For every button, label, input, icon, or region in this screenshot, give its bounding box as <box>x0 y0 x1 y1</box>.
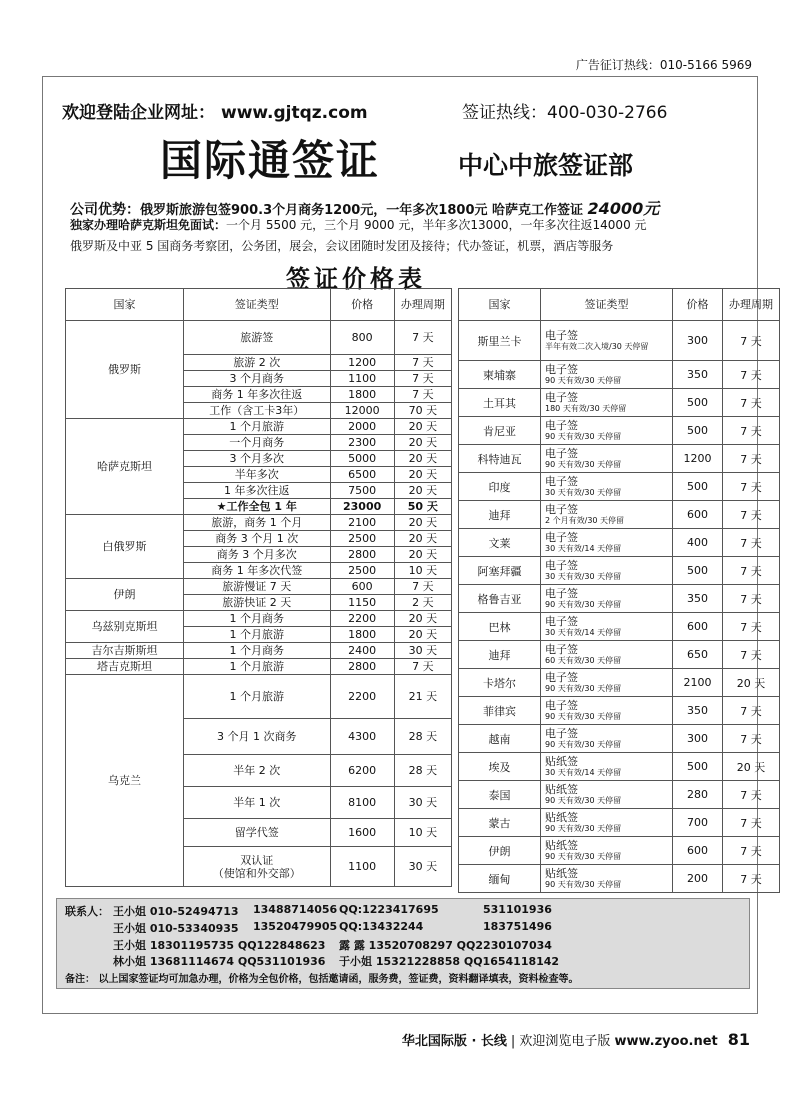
price-cell: 600 <box>673 837 723 865</box>
period-cell: 7 天 <box>723 781 780 809</box>
type-cell <box>541 417 673 445</box>
period-cell: 7 天 <box>723 389 780 417</box>
type-main: 电子签 <box>545 363 578 376</box>
type-cell: 工作（含工卡3年） <box>183 403 330 419</box>
type-main: 贴纸签 <box>545 811 578 824</box>
type-main: 电子签 <box>545 727 578 740</box>
type-cell <box>541 529 673 557</box>
price-cell: 500 <box>673 753 723 781</box>
price-cell: 600 <box>673 501 723 529</box>
price-cell: 800 <box>330 321 394 355</box>
country-cell: 斯里兰卡 <box>459 321 541 361</box>
type-main: 电子签 <box>545 699 578 712</box>
period-cell: 30 天 <box>394 787 451 819</box>
brand-title: 国际通签证 <box>160 136 381 185</box>
type-detail: 90 天有效/30 天停留 <box>545 460 622 469</box>
country-cell: 科特迪瓦 <box>459 445 541 473</box>
type-cell: 半年多次 <box>183 467 330 483</box>
price-cell: 2000 <box>330 419 394 435</box>
footer-edition: 华北国际版 · 长线 <box>401 1034 507 1049</box>
table-row <box>66 419 452 435</box>
type-main: 贴纸签 <box>545 839 578 852</box>
type-cell <box>541 837 673 865</box>
type-cell: 1 个月商务 <box>183 643 330 659</box>
table-row <box>459 641 780 669</box>
country-cell: 越南 <box>459 725 541 753</box>
price-cell: 300 <box>673 321 723 361</box>
type-cell <box>541 865 673 893</box>
price-cell: 500 <box>673 473 723 501</box>
period-cell: 20 天 <box>723 753 780 781</box>
type-detail: 90 天有效/30 天停留 <box>545 796 622 805</box>
price-cell: 500 <box>673 417 723 445</box>
type-cell: 1 个月旅游 <box>183 627 330 643</box>
advantage-highlight: 24000元 <box>587 199 660 218</box>
country-cell: 乌兹别克斯坦 <box>66 611 184 643</box>
period-cell: 7 天 <box>723 725 780 753</box>
type-cell <box>541 725 673 753</box>
period-cell: 70 天 <box>394 403 451 419</box>
table-row <box>66 675 452 719</box>
period-cell: 30 天 <box>394 643 451 659</box>
type-detail: 30 天有效/30 天停留 <box>545 488 622 497</box>
period-cell: 20 天 <box>394 515 451 531</box>
table-row <box>459 501 780 529</box>
type-cell: 3 个月多次 <box>183 451 330 467</box>
period-cell: 7 天 <box>723 865 780 893</box>
type-detail: 90 天有效/30 天停留 <box>545 880 622 889</box>
period-cell: 7 天 <box>723 501 780 529</box>
type-cell: 商务 3 个月 1 次 <box>183 531 330 547</box>
type-main: 电子签 <box>545 475 578 488</box>
period-cell: 50 天 <box>394 499 451 515</box>
type-detail: 90 天有效/30 天停留 <box>545 852 622 861</box>
price-cell: 5000 <box>330 451 394 467</box>
advantage-body: 俄罗斯旅游包签900.3个月商务1200元，一年多次1800元 哈萨克工作签证 <box>140 203 584 218</box>
table-row <box>66 579 452 595</box>
type-cell: 1 个月商务 <box>183 611 330 627</box>
table-row <box>459 865 780 893</box>
type-detail: 180 天有效/30 天停留 <box>545 404 627 413</box>
period-cell: 28 天 <box>394 755 451 787</box>
price-cell: 1100 <box>330 847 394 887</box>
price-cell: 1100 <box>330 371 394 387</box>
type-detail: 90 天有效/30 天停留 <box>545 600 622 609</box>
type-main: 电子签 <box>545 503 578 516</box>
page-number: 81 <box>727 1030 750 1049</box>
price-cell: 600 <box>330 579 394 595</box>
period-cell: 7 天 <box>723 321 780 361</box>
type-cell: 商务 1 年多次代签 <box>183 563 330 579</box>
type-cell: 3 个月商务 <box>183 371 330 387</box>
period-cell: 20 天 <box>394 419 451 435</box>
country-cell: 泰国 <box>459 781 541 809</box>
country-cell: 缅甸 <box>459 865 541 893</box>
period-cell: 7 天 <box>723 697 780 725</box>
type-cell: 1 个月旅游 <box>183 675 330 719</box>
type-cell: 1 个月旅游 <box>183 419 330 435</box>
welcome-label: 欢迎登陆企业网址： <box>62 103 215 123</box>
visa-price-table-left <box>65 288 452 887</box>
period-cell: 2 天 <box>394 595 451 611</box>
country-cell: 吉尔吉斯斯坦 <box>66 643 184 659</box>
website-line <box>62 98 368 123</box>
price-cell: 2800 <box>330 547 394 563</box>
price-cell: 280 <box>673 781 723 809</box>
country-cell: 白俄罗斯 <box>66 515 184 579</box>
table-row <box>459 473 780 501</box>
period-cell: 7 天 <box>723 529 780 557</box>
period-cell: 7 天 <box>394 371 451 387</box>
country-cell: 印度 <box>459 473 541 501</box>
type-cell <box>541 557 673 585</box>
period-cell: 10 天 <box>394 819 451 847</box>
price-cell: 2500 <box>330 563 394 579</box>
type-cell: 商务 3 个月多次 <box>183 547 330 563</box>
table-row <box>459 529 780 557</box>
price-cell: 2500 <box>330 531 394 547</box>
footer-separator: | <box>510 1034 516 1049</box>
type-main: 贴纸签 <box>545 867 578 880</box>
type-detail: 90 天有效/30 天停留 <box>545 712 622 721</box>
price-cell: 4300 <box>330 719 394 755</box>
type-main: 贴纸签 <box>545 755 578 768</box>
country-cell: 肯尼亚 <box>459 417 541 445</box>
contact-row-4-a: 林小姐 13681114674 QQ531101936 <box>113 955 326 968</box>
contact-row-1-phone: 13488714056 <box>253 903 338 916</box>
country-cell: 菲律宾 <box>459 697 541 725</box>
price-cell: 6200 <box>330 755 394 787</box>
period-cell: 20 天 <box>394 451 451 467</box>
table-row <box>459 417 780 445</box>
country-cell: 迪拜 <box>459 641 541 669</box>
period-cell: 7 天 <box>394 355 451 371</box>
table-row <box>66 515 452 531</box>
period-cell: 30 天 <box>394 847 451 887</box>
table-row <box>459 837 780 865</box>
price-cell: 350 <box>673 361 723 389</box>
type-cell <box>541 389 673 417</box>
type-detail: 90 天有效/30 天停留 <box>545 824 622 833</box>
type-cell <box>541 697 673 725</box>
contact-note: 备注： 以上国家签证均可加急办理，价格为全包价格，包括邀请函，服务费，签证费，资料翻译填表，资料检查等。 <box>65 974 579 985</box>
period-cell: 7 天 <box>723 417 780 445</box>
price-cell: 1800 <box>330 627 394 643</box>
type-cell: 旅游 2 次 <box>183 355 330 371</box>
period-cell: 7 天 <box>723 585 780 613</box>
contact-row-2-extra: 183751496 <box>483 920 552 933</box>
price-cell: 1600 <box>330 819 394 847</box>
contact-row-3-b: 露 露 13520708297 QQ2230107034 <box>339 939 552 952</box>
contact-row-3-a: 王小姐 18301195735 QQ122848623 <box>113 939 326 952</box>
price-cell: 300 <box>673 725 723 753</box>
type-main: 电子签 <box>545 419 578 432</box>
header-type: 签证类型 <box>183 289 330 321</box>
contact-row-2-phone: 13520479905 <box>253 920 338 933</box>
price-cell: 23000 <box>330 499 394 515</box>
period-cell: 7 天 <box>723 613 780 641</box>
advantage2-body: 一个月 5500 元，三个月 9000 元，半年多次13000，一年多次往返14000 元 <box>226 218 647 232</box>
period-cell: 20 天 <box>394 483 451 499</box>
period-cell: 7 天 <box>394 387 451 403</box>
contact-row-2-qq: QQ:13432244 <box>339 920 424 933</box>
table-row <box>459 725 780 753</box>
period-cell: 28 天 <box>394 719 451 755</box>
advantage-line-3: 俄罗斯及中亚 5 国商务考察团，公务团，展会，会议团随时发团及接待；代办签证，机票，酒店等服务 <box>70 239 614 253</box>
type-detail: 90 天有效/30 天停留 <box>545 432 622 441</box>
price-cell: 7500 <box>330 483 394 499</box>
price-cell: 650 <box>673 641 723 669</box>
header-period: 办理周期 <box>723 289 780 321</box>
type-main: 电子签 <box>545 329 578 342</box>
period-cell: 20 天 <box>394 435 451 451</box>
type-detail: 30 天有效/30 天停留 <box>545 572 622 581</box>
header-type: 签证类型 <box>541 289 673 321</box>
advantage2-lead: 独家办理哈萨克斯坦免面试： <box>70 218 227 232</box>
country-cell: 格鲁吉亚 <box>459 585 541 613</box>
price-cell: 400 <box>673 529 723 557</box>
type-cell: 半年 2 次 <box>183 755 330 787</box>
period-cell: 7 天 <box>723 361 780 389</box>
period-cell: 7 天 <box>723 641 780 669</box>
type-detail: 30 天有效/14 天停留 <box>545 544 622 553</box>
type-cell: 3 个月 1 次商务 <box>183 719 330 755</box>
table-row <box>66 659 452 675</box>
price-cell: 2400 <box>330 643 394 659</box>
type-cell: 一个月商务 <box>183 435 330 451</box>
period-cell: 20 天 <box>394 611 451 627</box>
country-cell: 土耳其 <box>459 389 541 417</box>
price-cell: 12000 <box>330 403 394 419</box>
table-row <box>459 321 780 361</box>
period-cell: 7 天 <box>723 557 780 585</box>
price-cell: 500 <box>673 557 723 585</box>
type-cell: 商务 1 年多次往返 <box>183 387 330 403</box>
header-price: 价格 <box>673 289 723 321</box>
price-cell: 6500 <box>330 467 394 483</box>
type-cell: 旅游签 <box>183 321 330 355</box>
period-cell: 7 天 <box>394 659 451 675</box>
country-cell: 巴林 <box>459 613 541 641</box>
table-header-row <box>66 289 452 321</box>
ad-hotline: 广告征订热线：010-5166 5969 <box>575 58 752 72</box>
country-cell: 哈萨克斯坦 <box>66 419 184 515</box>
country-cell: 伊朗 <box>66 579 184 611</box>
type-cell: 旅游慢证 7 天 <box>183 579 330 595</box>
type-main: 电子签 <box>545 559 578 572</box>
type-cell: 半年 1 次 <box>183 787 330 819</box>
type-main: 电子签 <box>545 587 578 600</box>
footer-site[interactable]: www.zyoo.net <box>614 1034 718 1049</box>
contact-row-4-b: 于小姐 15321228858 QQ1654118142 <box>339 955 560 968</box>
type-cell <box>541 445 673 473</box>
table-row <box>459 669 780 697</box>
period-cell: 7 天 <box>723 445 780 473</box>
type-cell <box>541 473 673 501</box>
contact-row-1-qq: QQ:1223417695 <box>339 903 439 916</box>
country-cell: 伊朗 <box>459 837 541 865</box>
footer-browse: 欢迎浏览电子版 <box>519 1034 611 1049</box>
price-cell: 2100 <box>673 669 723 697</box>
country-cell: 卡塔尔 <box>459 669 541 697</box>
country-cell: 俄罗斯 <box>66 321 184 419</box>
period-cell: 20 天 <box>723 669 780 697</box>
price-cell: 2300 <box>330 435 394 451</box>
contact-label: 联系人： <box>65 905 109 918</box>
type-cell <box>541 781 673 809</box>
type-cell <box>541 669 673 697</box>
type-main: 电子签 <box>545 447 578 460</box>
table-row <box>459 557 780 585</box>
table-row <box>66 643 452 659</box>
table-row <box>459 445 780 473</box>
price-cell: 8100 <box>330 787 394 819</box>
period-cell: 21 天 <box>394 675 451 719</box>
type-cell: ★工作全包 1 年 <box>183 499 330 515</box>
period-cell: 20 天 <box>394 547 451 563</box>
table-row <box>459 753 780 781</box>
advantage-lead: 公司优势： <box>70 202 140 218</box>
type-detail: 30 天有效/14 天停留 <box>545 768 622 777</box>
type-detail: 60 天有效/30 天停留 <box>545 656 622 665</box>
country-cell: 塔吉克斯坦 <box>66 659 184 675</box>
type-main: 贴纸签 <box>545 783 578 796</box>
period-cell: 20 天 <box>394 467 451 483</box>
contact-row-1-name: 王小姐 010-52494713 <box>113 905 239 918</box>
type-cell <box>541 321 673 361</box>
type-main: 电子签 <box>545 671 578 684</box>
table-row <box>66 611 452 627</box>
period-cell: 10 天 <box>394 563 451 579</box>
country-cell: 柬埔寨 <box>459 361 541 389</box>
type-cell: 1 个月旅游 <box>183 659 330 675</box>
type-cell <box>541 361 673 389</box>
type-cell <box>541 585 673 613</box>
type-cell: 旅游，商务 1 个月 <box>183 515 330 531</box>
company-url[interactable]: www.gjtqz.com <box>221 103 368 123</box>
type-cell <box>541 641 673 669</box>
type-main: 电子签 <box>545 531 578 544</box>
type-detail: 90 天有效/30 天停留 <box>545 740 622 749</box>
table-row <box>459 361 780 389</box>
table-row <box>459 613 780 641</box>
price-cell: 700 <box>673 809 723 837</box>
type-cell: 旅游快证 2 天 <box>183 595 330 611</box>
contact-row-1-extra: 531101936 <box>483 903 552 916</box>
type-cell: 双认证 （使馆和外交部） <box>183 847 330 887</box>
page-footer <box>402 1030 750 1049</box>
country-cell: 文莱 <box>459 529 541 557</box>
price-cell: 500 <box>673 389 723 417</box>
type-main: 电子签 <box>545 615 578 628</box>
header-country: 国家 <box>459 289 541 321</box>
price-cell: 1800 <box>330 387 394 403</box>
price-cell: 350 <box>673 697 723 725</box>
table-row <box>459 809 780 837</box>
type-cell: 1 年多次往返 <box>183 483 330 499</box>
contact-row-2-name: 王小姐 010-53340935 <box>113 922 239 935</box>
period-cell: 7 天 <box>394 321 451 355</box>
period-cell: 7 天 <box>723 473 780 501</box>
type-cell <box>541 613 673 641</box>
price-cell: 2100 <box>330 515 394 531</box>
table-title: 签证价格表 <box>286 265 426 293</box>
price-cell: 1200 <box>330 355 394 371</box>
price-cell: 2200 <box>330 611 394 627</box>
price-cell: 1200 <box>673 445 723 473</box>
table-row <box>459 585 780 613</box>
price-cell: 600 <box>673 613 723 641</box>
country-cell: 埃及 <box>459 753 541 781</box>
table-row <box>66 321 452 355</box>
country-cell: 阿塞拜疆 <box>459 557 541 585</box>
country-cell: 蒙古 <box>459 809 541 837</box>
type-cell <box>541 753 673 781</box>
visa-price-table-right <box>458 288 780 893</box>
period-cell: 7 天 <box>723 809 780 837</box>
advantage-line-2 <box>70 216 647 233</box>
table-row <box>459 781 780 809</box>
price-cell: 2200 <box>330 675 394 719</box>
price-cell: 350 <box>673 585 723 613</box>
period-cell: 20 天 <box>394 627 451 643</box>
brand-subtitle: 中心中旅签证部 <box>458 151 634 180</box>
table-header-row <box>459 289 780 321</box>
type-detail: 90 天有效/30 天停留 <box>545 684 622 693</box>
table-row <box>459 697 780 725</box>
type-cell: 留学代签 <box>183 819 330 847</box>
header-period: 办理周期 <box>394 289 451 321</box>
table-row <box>459 389 780 417</box>
price-cell: 2800 <box>330 659 394 675</box>
type-detail: 2 个月有效/30 天停留 <box>545 516 625 525</box>
country-cell: 迪拜 <box>459 501 541 529</box>
header-country: 国家 <box>66 289 184 321</box>
type-detail: 90 天有效/30 天停留 <box>545 376 622 385</box>
type-main: 电子签 <box>545 391 578 404</box>
period-cell: 7 天 <box>394 579 451 595</box>
type-detail: 半年有效二次入境/30 天停留 <box>545 342 649 351</box>
period-cell: 7 天 <box>723 837 780 865</box>
type-cell <box>541 809 673 837</box>
type-detail: 30 天有效/14 天停留 <box>545 628 622 637</box>
type-main: 电子签 <box>545 643 578 656</box>
visa-hotline: 签证热线：400-030-2766 <box>462 103 668 123</box>
price-cell: 200 <box>673 865 723 893</box>
price-cell: 1150 <box>330 595 394 611</box>
period-cell: 20 天 <box>394 531 451 547</box>
type-cell <box>541 501 673 529</box>
header-price: 价格 <box>330 289 394 321</box>
contact-box <box>56 898 750 989</box>
country-cell: 乌克兰 <box>66 675 184 887</box>
